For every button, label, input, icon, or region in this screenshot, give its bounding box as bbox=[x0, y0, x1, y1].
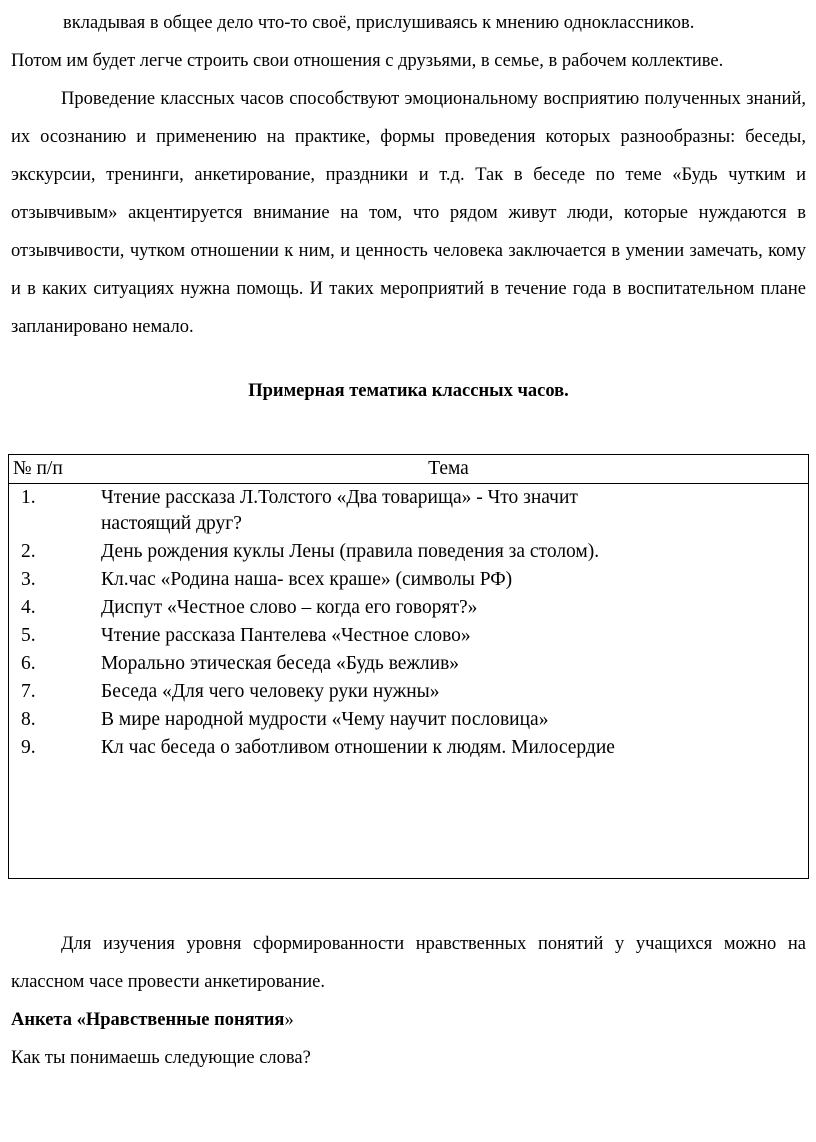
filler-row bbox=[9, 762, 809, 879]
table-row bbox=[9, 734, 809, 762]
row-theme: Диспут «Честное слово – когда его говорят?» bbox=[101, 597, 478, 618]
filler-number-cell bbox=[9, 762, 90, 879]
table-row bbox=[9, 706, 809, 734]
table-row bbox=[9, 538, 809, 566]
paragraph-continuation: вкладывая в общее дело что-то своё, прислушиваясь к мнению одноклассников. bbox=[63, 13, 695, 33]
column-header-number: № п/п bbox=[9, 455, 90, 484]
paragraph-question: Как ты понимаешь следующие слова? bbox=[11, 1048, 311, 1068]
table-row bbox=[9, 650, 809, 678]
row-number: 6. bbox=[21, 653, 36, 674]
anketa-heading-quote: » bbox=[284, 1010, 294, 1030]
paragraph-class-hours: Проведение классных часов способствуют эмоциональному восприятию полученных знаний, их осознанию и применению на практике, формы проведения которых разнообразны: беседы, экскурсии, тренинги, анкетирование, праздники и т.д. Так в беседе по теме «Будь чутким и отзывчивым» акцентируется внимание на том, что рядом живут люди, которые нуждаются в отзывчивости, чутком отношении к ним, и ценность человека заключается в умении замечать, кому и в каких ситуациях нужна помощь. И таких мероприятий в течение года в воспитательном плане запланировано немало. bbox=[11, 89, 806, 337]
row-number: 5. bbox=[21, 625, 36, 646]
paragraph-survey-intro: Для изучения уровня сформированности нравственных понятий у учащихся можно на классном часе провести анкетирование. bbox=[11, 934, 806, 992]
row-theme: Кл час беседа о заботливом отношении к людям. Милосердие bbox=[101, 737, 615, 758]
row-theme: День рождения куклы Лены (правила поведения за столом). bbox=[101, 541, 600, 562]
anketa-heading-bold: Анкета «Нравственные понятия bbox=[11, 1010, 285, 1030]
table-row bbox=[9, 566, 809, 594]
table-title: Примерная тематика классных часов. bbox=[248, 381, 569, 401]
topics-table-filler bbox=[9, 762, 809, 879]
row-number: 8. bbox=[21, 709, 36, 730]
table-row bbox=[9, 594, 809, 622]
row-number: 4. bbox=[21, 597, 36, 618]
column-header-theme: Тема bbox=[89, 455, 809, 484]
row-number: 3. bbox=[21, 569, 36, 590]
row-number: 7. bbox=[21, 681, 36, 702]
topics-table-body bbox=[9, 484, 809, 763]
row-number: 2. bbox=[21, 541, 36, 562]
table-row bbox=[9, 484, 809, 539]
row-number: 1. bbox=[21, 487, 36, 508]
table-row bbox=[9, 678, 809, 706]
topics-table-header bbox=[9, 455, 809, 484]
row-number: 9. bbox=[21, 737, 36, 758]
row-theme: Морально этическая беседа «Будь вежлив» bbox=[101, 653, 460, 674]
table-row bbox=[9, 622, 809, 650]
row-theme: Беседа «Для чего человеку руки нужны» bbox=[101, 681, 440, 702]
row-theme: В мире народной мудрости «Чему научит пословица» bbox=[101, 709, 549, 730]
row-theme: Кл.час «Родина наша- всех краше» (символы РФ) bbox=[101, 569, 513, 590]
row-theme: Чтение рассказа Пантелева «Честное слово» bbox=[101, 625, 471, 646]
topics-table bbox=[8, 454, 809, 879]
paragraph-relationships: Потом им будет легче строить свои отношения с друзьями, в семье, в рабочем коллективе. bbox=[11, 51, 724, 71]
row-theme: Чтение рассказа Л.Толстого «Два товарища» - Что значит настоящий друг? bbox=[101, 487, 578, 534]
anketa-heading bbox=[11, 1001, 806, 1039]
filler-theme-cell bbox=[89, 762, 809, 879]
header-row bbox=[9, 455, 809, 484]
